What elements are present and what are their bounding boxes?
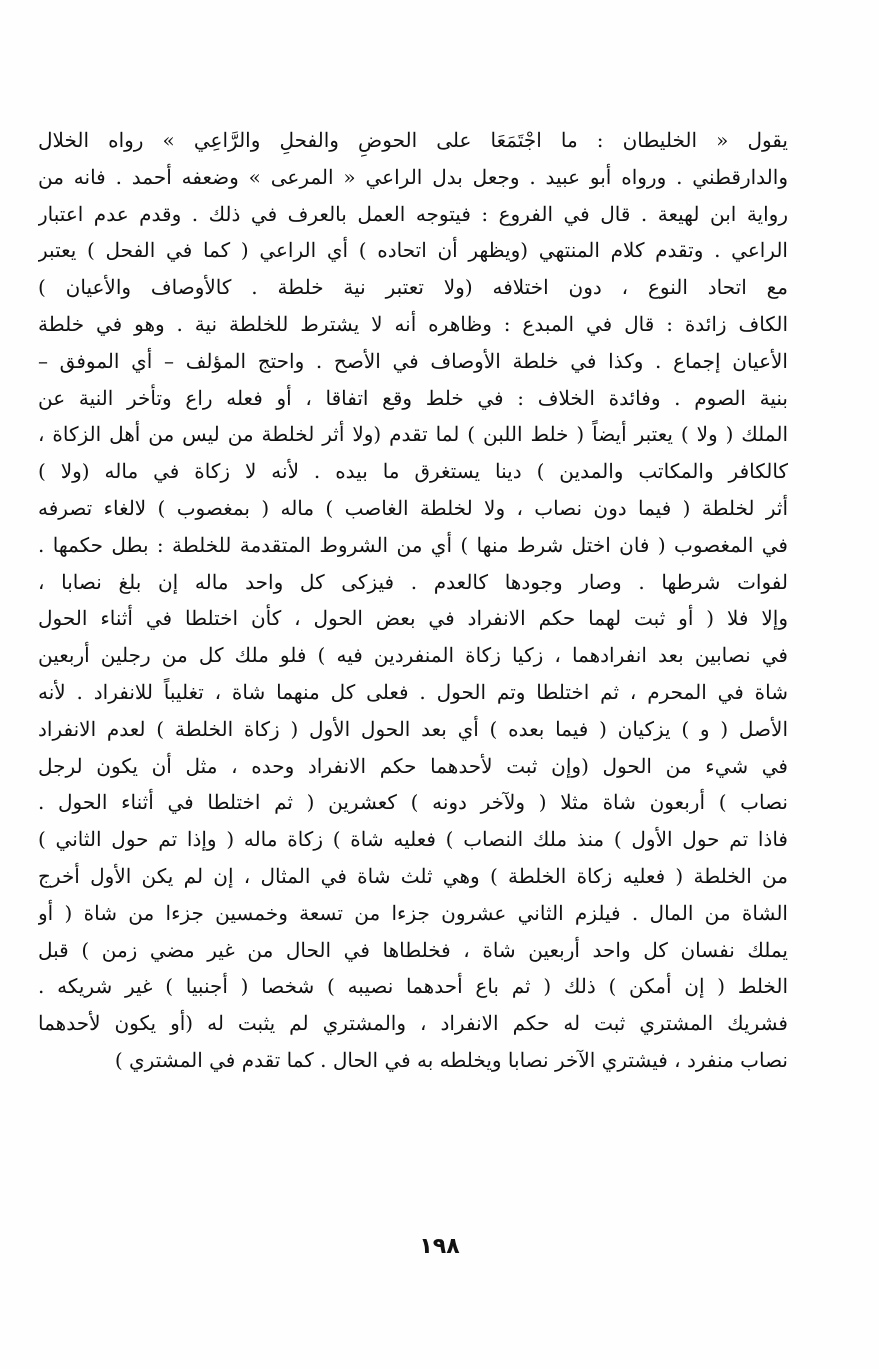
text-line: الأصل ( و ) يزكيان ( فيما بعده ) أي بعد الحول الأول ( زكاة الخلطة ) لعدم الانفراد <box>38 716 788 741</box>
text-line: نصاب منفرد ، فيشتري الآخر نصابا ويخلطه به في الحال . كما تقدم في المشتري ) <box>114 1047 788 1072</box>
text-line: شاة في المحرم ، ثم اختلطا وتم الحول . فعلى كل منهما شاة ، تغليباً للانفراد . لأنه <box>38 679 788 704</box>
text-line: وإلا فلا ( أو ثبت لهما حكم الانفراد في بعض الحول ، كأن اختلطا في أثناء الحول <box>38 606 788 631</box>
text-line: في شيء من الحول (وإن ثبت لأحدهما حكم الانفراد وحده ، مثل أن يكون لرجل <box>38 753 788 778</box>
body-text <box>38 122 788 1079</box>
text-line: فشريك المشتري ثبت له حكم الانفراد ، والمشتري لم يثبت له (أو يكون لأحدهما <box>38 1011 788 1036</box>
text-line: كالكافر والمكاتب والمدين ) دينا يستغرق ما بيده . لأنه لا زكاة في ماله (ولا ) <box>38 459 788 484</box>
text-line: الملك ( ولا ) يعتبر أيضاً ( خلط اللبن ) لما تقدم (ولا أثر لخلطة من ليس من أهل الزكاة ، <box>38 422 788 447</box>
text-line: والدارقطني . ورواه أبو عبيد . وجعل بدل الراعي « المرعى » وضعفه أحمد . فانه من <box>38 164 788 189</box>
text-line: يقول « الخليطان : ما اجْتَمَعَا على الحوضِ والفحلِ والرَّاعِي » رواه الخلال <box>38 128 788 152</box>
text-line: الأعيان إجماع . وكذا في خلطة الأوصاف في الأصح . واحتج المؤلف – أي الموفق – <box>38 348 788 373</box>
text-line: بنية الصوم . وفائدة الخلاف : في خلط وقع اتفاقا ، أو فعله راع وتأخر النية عن <box>38 385 788 410</box>
text-line: أثر لخلطة ( فيما دون نصاب ، ولا لخلطة الغاصب ) ماله ( بمغصوب ) لالغاء تصرفه <box>38 495 788 520</box>
page-number: ١٩٨ <box>419 1234 460 1259</box>
text-line: فاذا تم حول الأول ) منذ ملك النصاب ) فعليه شاة ) زكاة ماله ( وإذا تم حول الثاني ) <box>38 827 788 852</box>
text-line: نصاب ) أربعون شاة مثلا ( ولآخر دونه ) كعشرين ( ثم اختلطا في أثناء الحول . <box>38 790 788 815</box>
text-line: الراعي . وتقدم كلام المنتهي (ويظهر أن اتحاده ) أي الراعي ( كما في الفحل ) يعتبر <box>38 238 788 263</box>
text-line: من الخلطة ( فعليه زكاة الخلطة ) وهي ثلث شاة في المثال ، إن لم يكن الأول أخرج <box>38 863 788 888</box>
text-line: يملك نفسان كل واحد أربعين شاة ، فخلطاها في الحال من غير مضي زمن ) قبل <box>38 937 788 962</box>
text-line: في المغصوب ( فان اختل شرط منها ) أي من الشروط المتقدمة للخلطة : بطل حكمها . <box>38 532 788 557</box>
text-line: الكاف زائدة : قال في المبدع : وظاهره أنه لا يشترط للخلطة نية . وهو في خلطة <box>38 311 788 336</box>
text-line: الشاة من المال . فيلزم الثاني عشرون جزءا من تسعة وخمسين جزءا من شاة ( أو <box>38 900 788 925</box>
text-line: في نصابين بعد انفرادهما ، زكيا زكاة المنفردين فيه ) فلو ملك كل من رجلين أربعين <box>38 643 788 668</box>
text-line: رواية ابن لهيعة . قال في الفروع : فيتوجه العمل بالعرف في ذلك . وقدم عدم اعتبار <box>38 201 788 226</box>
text-line: مع اتحاد النوع ، دون اختلافه (ولا تعتبر نية خلطة . كالأوصاف والأعيان ) <box>38 275 788 300</box>
text-line: الخلط ( إن أمكن ) ذلك ( ثم باع أحدهما نصيبه ) شخصا ( أجنبيا ) غير شريكه . <box>38 974 788 999</box>
text-line: لفوات شرطها . وصار وجودها كالعدم . فيزكى كل واحد ماله إن بلغ نصابا ، <box>38 569 788 594</box>
